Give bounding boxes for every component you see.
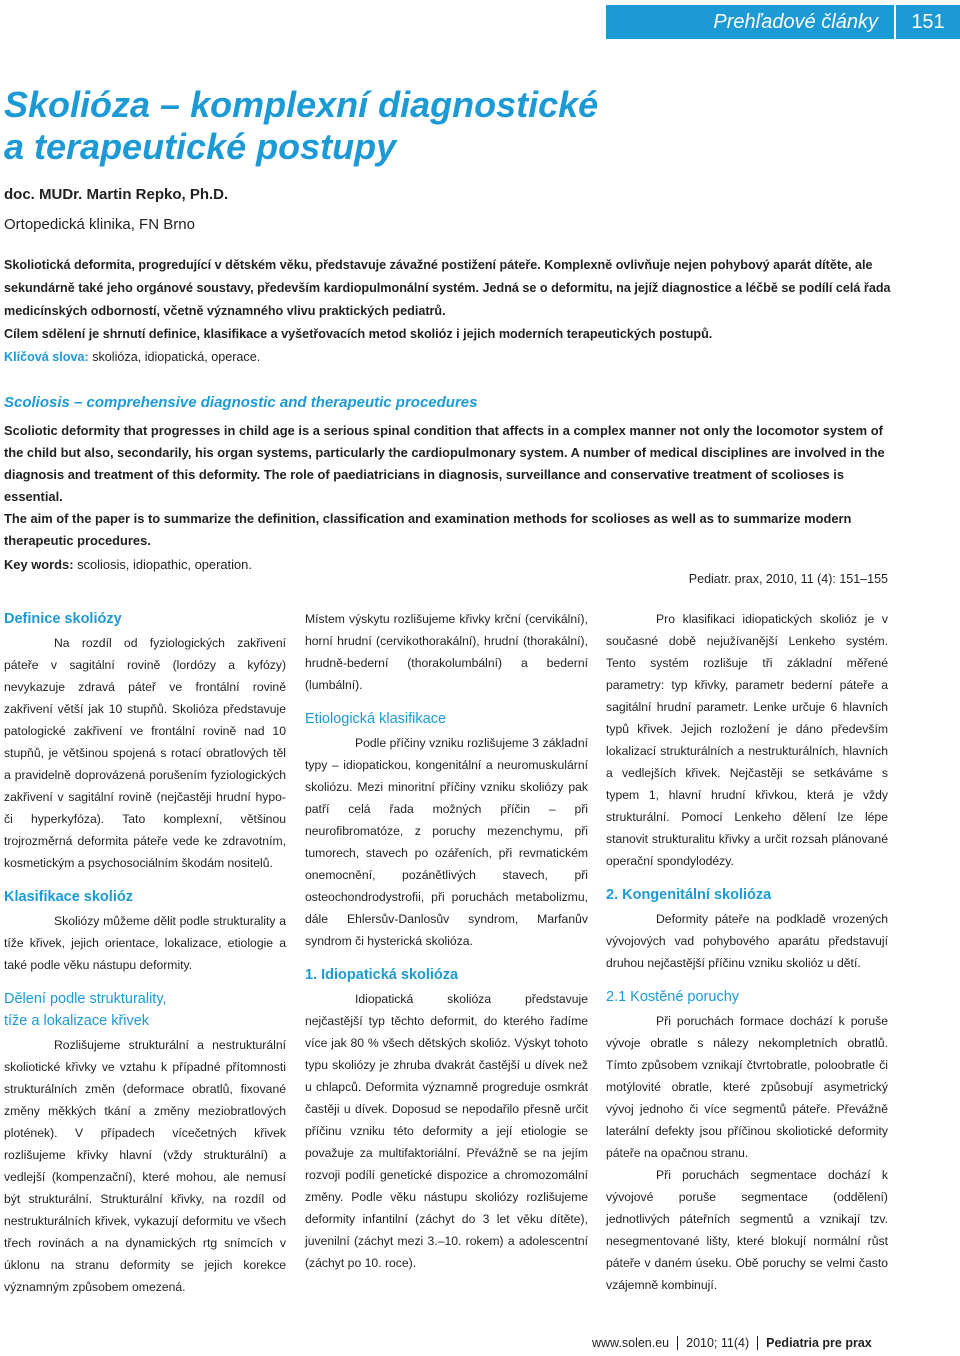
footer-website[interactable]: www.solen.eu xyxy=(592,1336,670,1350)
heading-congenital: 2. Kongenitální skolióza xyxy=(606,887,772,903)
idiopathic-text: Idiopatická skolióza představuje nejčastější typ těchto deformit, do kterého řadíme více jak 80 % všech dětských skolióz. Výskyt tohoto typu skoliózy je zhruba dvakrát častější u dívek než u chlapců. Deformita významně progreduje osmkrát častěji u dívek. Doposud se nepodařilo přesně určit příčinu vzniku této deformity a její etiologie se považuje za multifaktoriální. Převážně se na jejím rozvoji podílí genetické dispozice a chromozomální změny. Podle věku nástupu skoliózy rozlišujeme deformity infantilní (záchyt do 3 let věku dítěte), juvenilní (záchyt mezi 3.–10. rokem) a adolescentní (záchyt po 10. roce). xyxy=(305,992,588,1270)
column-2 xyxy=(305,608,588,1274)
keywords-cz-text: skolióza, idiopatická, operace. xyxy=(92,350,261,364)
footer xyxy=(592,1336,872,1350)
title-line-2: a terapeutické postupy xyxy=(4,126,397,167)
column-1 xyxy=(4,608,286,1298)
footer-journal: Pediatria pre prax xyxy=(766,1336,872,1350)
keywords-cz-label: Klíčová slova: xyxy=(4,350,89,364)
heading-division-line-1: Dělení podle strukturality, xyxy=(4,991,167,1007)
citation: Pediatr. prax, 2010, 11 (4): 151–155 xyxy=(688,572,888,586)
abstract-en-p2: The aim of the paper is to summarize the definition, classification and examination methods for scolioses as well as to summarize modern therapeutic procedures. xyxy=(4,511,852,548)
heading-bone-disorders: 2.1 Kostěné poruchy xyxy=(606,989,740,1005)
lenke-text: Pro klasifikaci idiopatických skolióz je v současné době nejužívanější Lenkeho systém. Tento systém rozlišuje tři základní měřené parametry: typ křivky, parametr bederní páteře a sagitální hrudní parametr. Lenke určuje 6 hlavních typů křivek. Jejich rozložení je dáno především lokalizací strukturálních a nestrukturálních, hlavních a vedlejších křivek. Nejčastěji se setkáváme s typem 1, hlavní hrudní křivkou, která je vždy strukturální. Pomocí Lenkeho dělení lze lépe stanovit strukturalitu křivky a určit rozsah plánované operační spondylodézy. xyxy=(606,612,888,868)
keywords-en-label: Key words: xyxy=(4,557,74,572)
etiology-text: Podle příčiny vzniku rozlišujeme 3 základní typy – idiopatickou, kongenitální a neuromuskulární skoliózu. Mezi minoritní příčiny vzniku skoliózy pak patří celá řada možných příčin – při neurofibromatóze, z poruchy mezenchymu, při tumorech, stavech po ozářeních, při revmatickém onemocnění, pozánětlivých stavech, při osteochondrodystrofii, při poruchách metabolizmu, dále Ehlersův-Danlosův syndrom, Marfanův syndrom či hysterická skolióza. xyxy=(305,736,588,948)
heading-classification: Klasifikace skolióz xyxy=(4,889,133,905)
bone-text-2: Při poruchách segmentace dochází k vývojové poruše segmentace (oddělení) jednotlivých páteřních segmentů a vznikají tzv. nesegmentované lišty, které blokují normální růst páteře v daném úseku. Obě poruchy se velmi často vzájemně kombinují. xyxy=(606,1168,888,1292)
keywords-en-text: scoliosis, idiopathic, operation. xyxy=(77,557,252,572)
author: doc. MUDr. Martin Repko, Ph.D. xyxy=(4,186,229,203)
heading-idiopathic: 1. Idiopatická skolióza xyxy=(305,967,459,983)
english-title: Scoliosis – comprehensive diagnostic and therapeutic procedures xyxy=(4,394,478,411)
division-text: Rozlišujeme strukturální a nestrukturální skoliotické křivky ve vztahu k případné přítomnosti strukturálních změn (deformace obratlů, fixované změny měkkých tkání a změny meziobratlových plotének). V případech vícečetných křivek rozlišujeme křivky hlavní (vždy strukturální) a vedlejší (kompenzační), které mohou, ale nemusí být strukturální. Strukturální křivky, na rozdíl od nestrukturálních křivek, vykazují deformitu ve všech třech rovinách a na dynamických rtg snímcích v úklonu na stranu deformity se jejich korekce významným způsobem omezená. xyxy=(4,1038,286,1294)
heading-division-line-2: tíže a lokalizace křivek xyxy=(4,1013,150,1029)
heading-definition: Definice skoliózy xyxy=(4,611,122,627)
section-tab: Prehľadové články xyxy=(606,5,894,39)
header-bar xyxy=(606,5,960,39)
abstract-en-p1: Scoliotic deformity that progresses in child age is a serious spinal condition that affects in a complex manner not only the locomotor system of the child but also, secondarily, his organ systems, particularly the cardiopulmonary system. A number of medical disciplines are involved in the diagnosis and treatment of this deformity. The role of paediatricians in diagnosis, surveillance and conservative treatment of scolioses is essential. xyxy=(4,423,885,504)
footer-issue: 2010; 11(4) xyxy=(686,1336,750,1350)
abstract-en xyxy=(4,420,894,552)
column-3 xyxy=(606,608,888,1296)
bone-text-1: Při poruchách formace dochází k poruše vývoje obratle s nálezy nekompletních obratlů. Tímto způsobem vznikají čtvrtobratle, poloobratle či motýlovité obratle, které způsobují asymetrický vývoj jednoho či více segmentů páteře. Převážně laterální defekty jsou příčinou skoliotické deformity páteře na opačnou stranu. xyxy=(606,1014,888,1160)
footer-divider xyxy=(677,1336,678,1350)
localization-text: Místem výskytu rozlišujeme křivky krční (cervikální), horní hrudní (cervikothorakální), hrudní (thorakální), hrudně-bederní (thorakolumbální) a bederní (lumbální). xyxy=(305,612,588,692)
abstract-cz-p2: Cílem sdělení je shrnutí definice, klasifikace a vyšetřovacích metod skolióz i jejich moderních terapeutických postupů. xyxy=(4,327,713,341)
affiliation: Ortopedická klinika, FN Brno xyxy=(4,216,195,233)
keywords-cz xyxy=(4,346,894,369)
heading-division xyxy=(4,988,286,1032)
footer-divider xyxy=(757,1336,758,1350)
abstract-cz-p1: Skoliotická deformita, progredující v dětském věku, představuje závažné postižení páteře. Komplexně ovlivňuje nejen pohybový aparát dítěte, ale sekundárně také jeho orgánové soustavy, především kardiopulmonální systém. Jedná se o deformitu, na jejíž diagnostice a léčbě se podílí celá řada medicínských odborností, včetně významného vlivu praktických pediatrů. xyxy=(4,258,891,318)
article-title xyxy=(4,84,704,168)
abstract-cz xyxy=(4,254,894,369)
congenital-text: Deformity páteře na podkladě vrozených vývojových vad pohybového aparátu představují druhou nejčastější příčinu vzniku skolióz u dětí. xyxy=(606,912,888,970)
title-line-1: Skolióza – komplexní diagnostické xyxy=(4,84,599,125)
classification-text: Skoliózy můžeme dělit podle strukturality a tíže křivek, jejich orientace, lokalizace, etiologie a také podle věku nástupu deformity. xyxy=(4,914,286,972)
definition-text: Na rozdíl od fyziologických zakřivení páteře v sagitální rovině (lordózy a kyfózy) nevykazuje zdravá páteř ve frontální rovině zakřivení větší jak 10 stupňů. Skolióza představuje patologické zakřivení ve frontální rovině nad 10 stupňů, je většinou spojená s rotací obratlových těl a pravidelně doprovázená porušením fyziologických zakřivení v sagitální rovině (nejčastěji hrudní hypo- či hyperkyfóza). Tato komplexní, většinou trojrozměrná deformita páteře vede ke zdravotním, kosmetickým a psychosociálním škodám nositelů. xyxy=(4,636,286,870)
keywords-en xyxy=(4,557,252,572)
page-number: 151 xyxy=(896,5,960,39)
heading-etiology: Etiologická klasifikace xyxy=(305,711,447,727)
